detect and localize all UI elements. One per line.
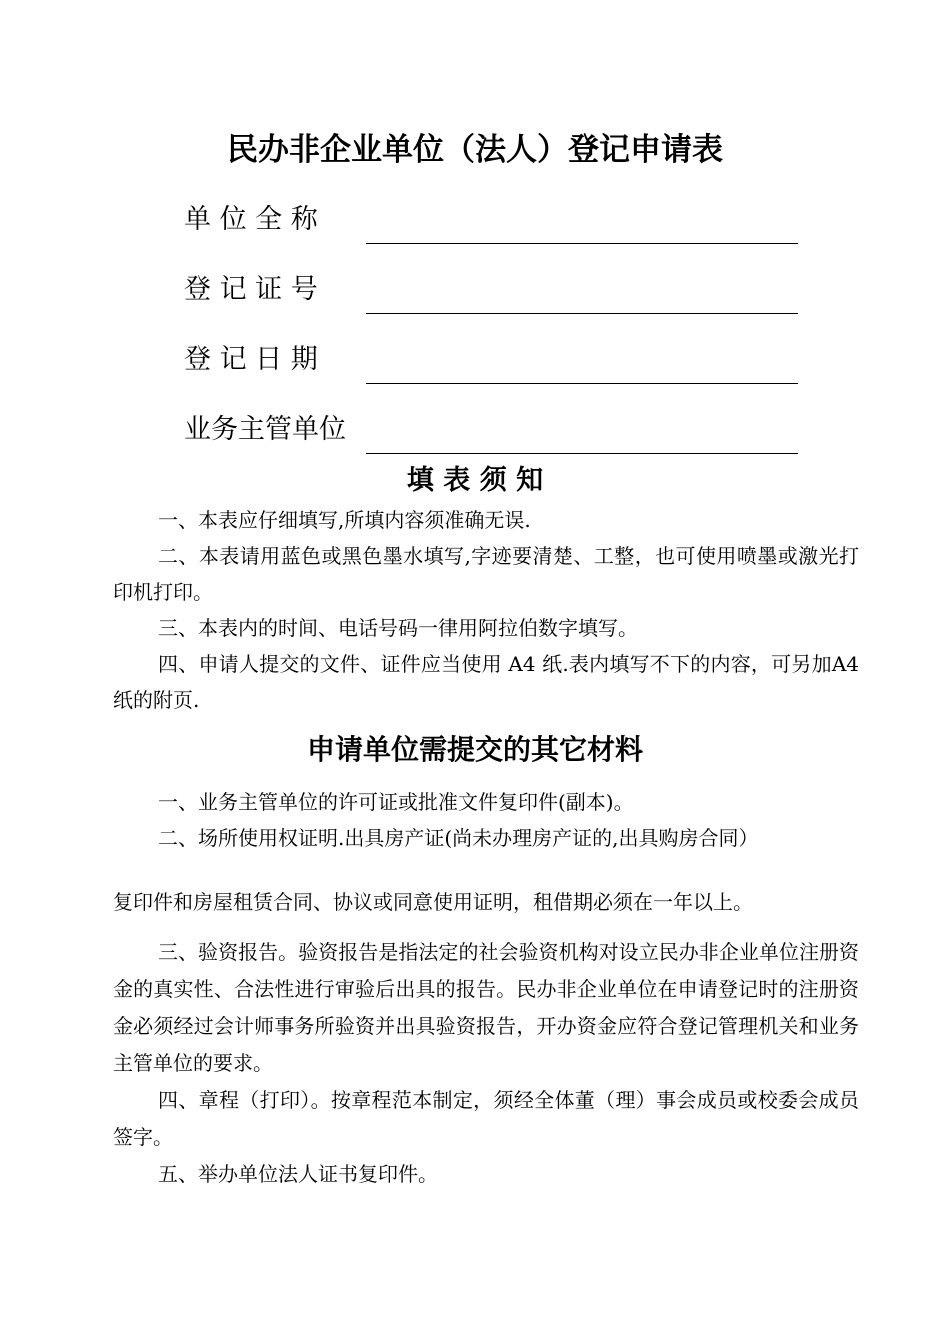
notice-item-1: 一、本表应仔细填写,所填内容须准确无误. — [158, 508, 531, 532]
form-title: 民办非企业单位（法人）登记申请表 — [227, 132, 723, 168]
supervising-unit-input-line[interactable] — [366, 453, 798, 454]
field-supervising-unit — [184, 410, 798, 450]
field-registration-date — [184, 340, 798, 380]
notice-item-2: 二、本表请用蓝色或黑色墨水填写,字迹要清楚、工整，也可使用喷墨或激光打印机打印。 — [113, 544, 859, 604]
field-unit-name — [184, 200, 798, 240]
field-label-registration-date: 登 记 日 期 — [184, 344, 318, 375]
materials-item-2-continued: 复印件和房屋租赁合同、协议或同意使用证明，租借期必须在一年以上。 — [113, 890, 753, 914]
field-registration-number — [184, 270, 798, 310]
notice-item-4: 四、申请人提交的文件、证件应当使用 A4 纸.表内填写不下的内容，可另加A4纸的附页. — [113, 652, 859, 712]
materials-item-3: 三、验资报告。验资报告是指法定的社会验资机构对设立民办非企业单位注册资金的真实性、合法性进行审验后出具的报告。民办非企业单位在申请登记时的注册资金必须经过会计师事务所验资并出具验资报告，开办资金应符合登记管理机关和业务主管单位的要求。 — [113, 940, 859, 1075]
field-label-supervising-unit: 业务主管单位 — [184, 414, 346, 445]
registration-number-input-line[interactable] — [366, 313, 798, 314]
notice-heading: 填 表 须 知 — [406, 465, 544, 496]
materials-heading: 申请单位需提交的其它材料 — [306, 733, 643, 766]
materials-item-2: 二、场所使用权证明.出具房产证(尚未办理房产证的,出具购房合同） — [158, 826, 759, 850]
materials-item-1: 一、业务主管单位的许可证或批准文件复印件(副本)。 — [158, 790, 634, 814]
notice-item-3: 三、本表内的时间、电话号码一律用阿拉伯数字填写。 — [158, 616, 638, 640]
materials-item-4: 四、章程（打印）。按章程范本制定，须经全体董（理）事会成员或校委会成员签字。 — [113, 1088, 859, 1149]
field-label-registration-number: 登 记 证 号 — [184, 274, 318, 305]
unit-name-input-line[interactable] — [366, 243, 798, 244]
registration-date-input-line[interactable] — [366, 383, 798, 384]
materials-item-5: 五、举办单位法人证书复印件。 — [158, 1162, 438, 1186]
field-label-unit-name: 单 位 全 称 — [184, 204, 318, 235]
